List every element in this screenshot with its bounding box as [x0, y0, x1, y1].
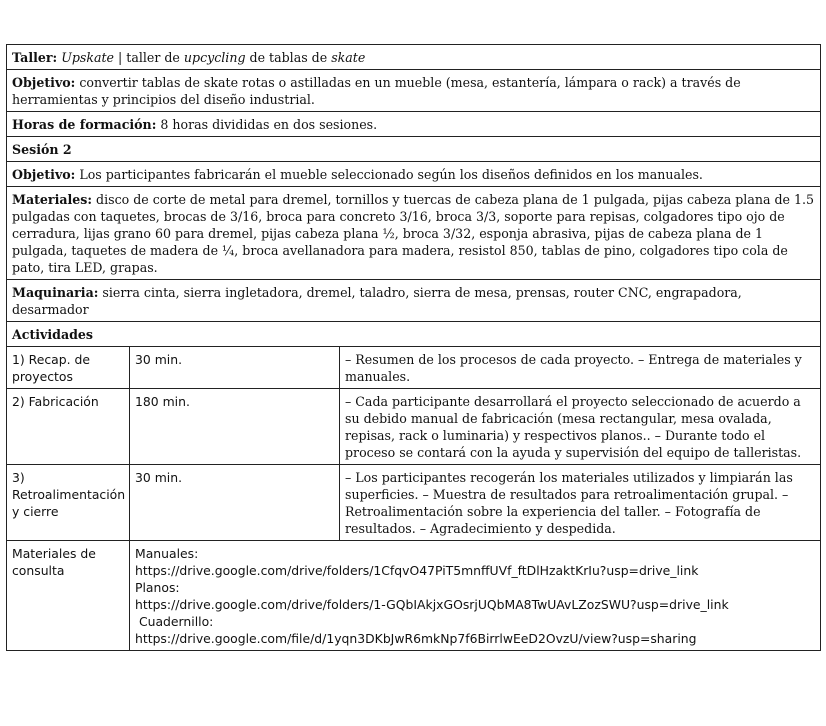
planos-label: Planos:	[135, 580, 180, 595]
activity-duration: 180 min.	[130, 389, 340, 465]
activity-name: 1) Recap. de proyectos	[7, 347, 130, 389]
objective-general-cell	[7, 70, 821, 112]
workshop-plan-table	[6, 44, 821, 651]
workshop-name: Upskate	[61, 50, 115, 65]
activity-row	[7, 465, 821, 541]
activity-row	[7, 347, 821, 389]
workshop-cell	[7, 45, 821, 70]
references-row	[7, 541, 821, 651]
references-cell	[130, 541, 821, 651]
cuadernillo-link[interactable]: https://drive.google.com/file/d/1yqn3DKbJwR6mkNp7f6BirrlwEeD2OvzU/view?usp=sharing	[135, 631, 697, 646]
materials-cell	[7, 187, 821, 280]
hours-text: 8 horas divididas en dos sesiones.	[156, 117, 378, 132]
workshop-separator: | taller de	[114, 50, 184, 65]
activity-name: 2) Fabricación	[7, 389, 130, 465]
workshop-label: Taller:	[12, 50, 58, 65]
machinery-label: Maquinaria:	[12, 285, 99, 300]
machinery-text: sierra cinta, sierra ingletadora, dremel, taladro, sierra de mesa, prensas, router CNC, engrapadora, desarmador	[12, 285, 742, 317]
materials-row	[7, 187, 821, 280]
materials-label: Materiales:	[12, 192, 93, 207]
planos-link[interactable]: https://drive.google.com/drive/folders/1-GQbIAkjxGOsrjUQbMA8TwUAvLZozSWU?usp=drive_link	[135, 597, 729, 612]
references-label: Materiales de consulta	[7, 541, 130, 651]
workshop-middle: de tablas de	[245, 50, 332, 65]
activities-label: Actividades	[12, 327, 94, 342]
activity-row	[7, 389, 821, 465]
activity-duration: 30 min.	[130, 347, 340, 389]
cuadernillo-label: Cuadernillo:	[135, 614, 214, 629]
workshop-row	[7, 45, 821, 70]
session-label: Sesión 2	[12, 142, 72, 157]
objective-session-row	[7, 162, 821, 187]
workshop-term2: skate	[331, 50, 366, 65]
workshop-term: upcycling	[183, 50, 246, 65]
materials-text: disco de corte de metal para dremel, tornillos y tuercas de cabeza plana de 1 pulgada, pijas cabeza plana de 1.5 pulgadas con taquetes, brocas de 3/16, broca para concreto 3/16, broca 3/3, soporte para repisas, colgadores tipo ojo de cerradura, lijas grano 60 para dremel, pijas cabeza plana ½, broca 3/32, esponja abrasiva, pijas de cabeza plana de 1 pulgada, taquetes de madera de ¼, broca avellanadora para madera, resistol 850, tablas de pino, colgadores tipo cola de pato, tira LED, grapas.	[12, 192, 815, 275]
activities-header-row	[7, 322, 821, 347]
manuales-label: Manuales:	[135, 546, 199, 561]
activity-name: 3) Retroalimentación y cierre	[7, 465, 130, 541]
activity-description: – Cada participante desarrollará el proyecto seleccionado de acuerdo a su debido manual de fabricación (mesa rectangular, mesa ovalada, repisas, rack o luminaria) y respectivos planos.. – Durante todo el proceso se contará con la ayuda y supervisión del equipo de talleristas.	[340, 389, 821, 465]
hours-label: Horas de formación:	[12, 117, 157, 132]
activity-description: – Los participantes recogerán los materiales utilizados y limpiarán las superficies. – Muestra de resultados para retroalimentación grupal. – Retroalimentación sobre la experiencia del taller. – Fotografía de resultados. – Agradecimiento y despedida.	[340, 465, 821, 541]
session-cell	[7, 137, 821, 162]
objective-general-label: Objetivo:	[12, 75, 76, 90]
manuales-link[interactable]: https://drive.google.com/drive/folders/1CfqvO47PiT5mnffUVf_ftDlHzaktKrIu?usp=drive_link	[135, 563, 699, 578]
hours-cell	[7, 112, 821, 137]
machinery-row	[7, 280, 821, 322]
objective-session-cell	[7, 162, 821, 187]
objective-general-text: convertir tablas de skate rotas o astilladas en un mueble (mesa, estantería, lámpara o rack) a través de herramientas y principios del diseño industrial.	[12, 75, 741, 107]
activity-duration: 30 min.	[130, 465, 340, 541]
hours-row	[7, 112, 821, 137]
objective-session-label: Objetivo:	[12, 167, 76, 182]
activity-description: – Resumen de los procesos de cada proyecto. – Entrega de materiales y manuales.	[340, 347, 821, 389]
machinery-cell	[7, 280, 821, 322]
objective-general-row	[7, 70, 821, 112]
activities-header-cell	[7, 322, 821, 347]
objective-session-text: Los participantes fabricarán el mueble seleccionado según los diseños definidos en los manuales.	[75, 167, 703, 182]
session-row	[7, 137, 821, 162]
